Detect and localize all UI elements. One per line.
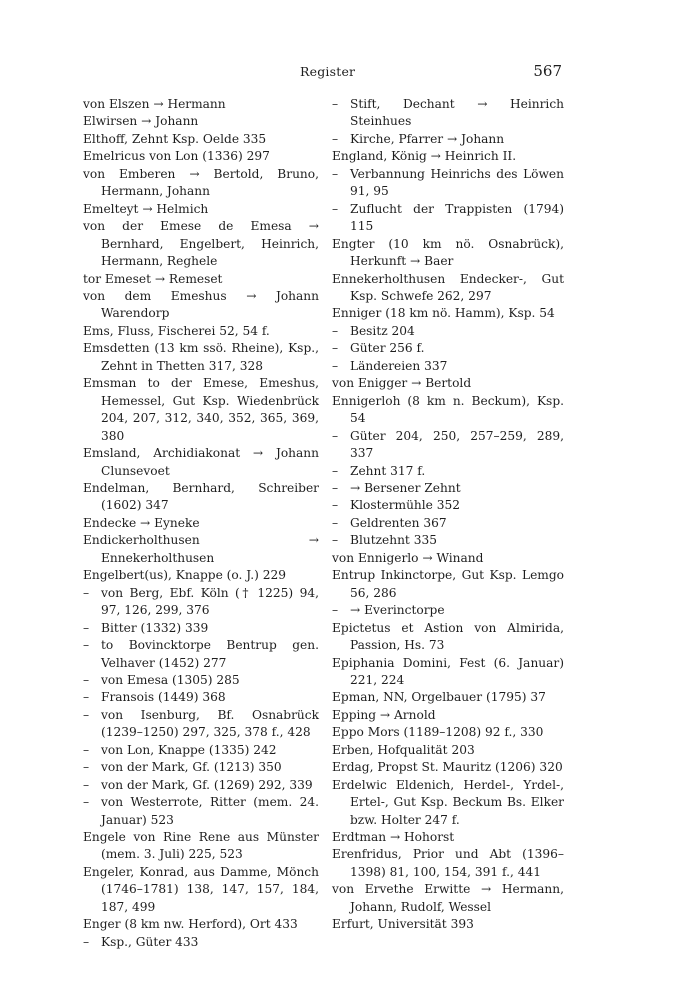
index-subentry (332, 323, 564, 340)
entry-text: von Ennigerlo → Winand (332, 550, 484, 565)
subentry-dash: – (332, 131, 339, 146)
index-entry (332, 829, 564, 846)
entry-text: Eppo Mors (1189–1208) 92 f., 330 (332, 725, 544, 740)
entry-text: Epictetus et Astion von Almirida, Passion, Hs. 73 (332, 620, 564, 653)
index-subentry (83, 637, 319, 672)
index-subentry (83, 585, 319, 620)
index-entry (332, 620, 564, 655)
entry-text: Emsman to der Emese, Emeshus, Hemessel, Gut Ksp. Wiedenbrück 204, 207, 312, 340, 352, 365, 369, 380 (83, 376, 319, 443)
index-entry (83, 113, 319, 130)
index-entry (83, 445, 319, 480)
subentry-dash: – (332, 323, 339, 338)
index-entry (332, 742, 564, 759)
index-subentry (332, 602, 564, 619)
subentry-dash: – (332, 97, 339, 111)
subentry-dash: – (332, 603, 339, 618)
subentry-dash: – (83, 620, 90, 635)
entry-text: Erenfridus, Prior und Abt (1396–1398) 81, 100, 154, 391 f., 441 (332, 847, 564, 879)
index-entry (83, 375, 319, 445)
index-entry (83, 96, 319, 113)
index-subentry (332, 358, 564, 375)
subentry-dash: – (83, 777, 90, 792)
entry-text: → Everinctorpe (350, 603, 445, 618)
index-entry (83, 480, 319, 515)
entry-text: Kirche, Pfarrer → Johann (350, 131, 505, 146)
index-subentry (83, 672, 319, 689)
subentry-dash: – (332, 498, 339, 513)
entry-text: Zehnt 317 f. (350, 463, 426, 478)
index-subentry (83, 759, 319, 776)
index-entry (332, 777, 564, 829)
entry-text: Bitter (1332) 339 (101, 620, 209, 635)
index-subentry (332, 463, 564, 480)
subentry-dash: – (332, 515, 339, 530)
index-entry (83, 532, 319, 567)
entry-text: von Lon, Knappe (1335) 242 (101, 742, 277, 757)
entry-text: Fransois (1449) 368 (101, 690, 226, 705)
entry-text: Emelricus von Lon (1336) 297 (83, 149, 270, 164)
entry-text: Emelteyt → Helmich (83, 201, 209, 216)
subentry-dash: – (332, 166, 339, 181)
entry-text: England, König → Heinrich II. (332, 149, 517, 164)
index-entry (332, 236, 564, 271)
index-entry (332, 148, 564, 165)
entry-text: Besitz 204 (350, 323, 415, 338)
entry-text: Endickerholthusen → Ennekerholthusen (83, 533, 319, 565)
entry-text: von Isenburg, Bf. Osnabrück (1239–1250) 297, 325, 378 f., 428 (101, 707, 319, 740)
subentry-dash: – (83, 760, 90, 775)
index-entry (332, 393, 564, 428)
index-subentry (332, 166, 564, 201)
subentry-dash: – (83, 672, 90, 687)
index-entry (83, 166, 319, 201)
entry-text: von der Mark, Gf. (1269) 292, 339 (101, 777, 313, 792)
entry-text: to Bovincktorpe Bentrup gen. Velhaver (1452) 277 (101, 638, 319, 670)
entry-text: Elwirsen → Johann (83, 114, 199, 129)
entry-text: Ems, Fluss, Fischerei 52, 54 f. (83, 323, 270, 338)
entry-text: Endelman, Bernhard, Schreiber (1602) 347 (83, 480, 319, 513)
index-entry (332, 689, 564, 706)
subentry-dash: – (332, 463, 339, 478)
subentry-dash: – (83, 690, 90, 705)
index-entry (83, 515, 319, 532)
entry-text: Engele von Rine Rene aus Münster (mem. 3. Juli) 225, 523 (83, 830, 319, 862)
index-subentry (332, 201, 564, 236)
entry-text: Güter 204, 250, 257–259, 289, 337 (350, 428, 564, 461)
entry-text: Erfurt, Universität 393 (332, 917, 474, 932)
running-head (0, 64, 700, 86)
entry-text: Epman, NN, Orgelbauer (1795) 37 (332, 690, 546, 705)
subentry-dash: – (83, 638, 90, 653)
index-subentry (83, 777, 319, 794)
entry-text: von der Emese de Emesa → Bernhard, Engelbert, Heinrich, Hermann, Reghele (83, 219, 319, 269)
index-column-left (83, 96, 319, 951)
subentry-dash: – (83, 795, 90, 810)
subentry-dash: – (332, 480, 339, 495)
index-subentry (83, 934, 319, 951)
entry-text: tor Emeset → Remeset (83, 271, 223, 286)
page-number: 567 (533, 62, 562, 80)
entry-text: von Emberen → Bertold, Bruno, Hermann, Johann (83, 166, 319, 199)
index-subentry (83, 689, 319, 706)
entry-text: Emsland, Archidiakonat → Johann Clunsevoet (83, 446, 319, 478)
index-subentry (83, 742, 319, 759)
entry-text: Verbannung Heinrichs des Löwen 91, 95 (350, 166, 564, 199)
entry-text: Ennekerholthusen Endecker-, Gut Ksp. Schwefe 262, 297 (332, 271, 564, 303)
entry-text: Endecke → Eyneke (83, 515, 200, 530)
entry-text: von Ervethe Erwitte → Hermann, Johann, Rudolf, Wessel (332, 882, 564, 914)
entry-text: Engter (10 km nö. Osnabrück), Herkunft → Baer (332, 236, 564, 269)
subentry-dash: – (332, 358, 339, 373)
entry-text: Ennigerloh (8 km n. Beckum), Ksp. 54 (332, 393, 564, 426)
index-subentry (332, 340, 564, 357)
index-entry (83, 148, 319, 165)
index-entry (83, 340, 319, 375)
entry-text: Engelbert(us), Knappe (o. J.) 229 (83, 568, 286, 583)
index-entry (83, 288, 319, 323)
subentry-dash: – (83, 934, 90, 949)
entry-text: Ländereien 337 (350, 358, 448, 373)
index-entry (332, 655, 564, 690)
entry-text: Klostermühle 352 (350, 498, 461, 513)
entry-text: Entrup Inkinctorpe, Gut Ksp. Lemgo 56, 286 (332, 568, 564, 600)
entry-text: Güter 256 f. (350, 341, 425, 356)
index-entry (332, 567, 564, 602)
entry-text: Engeler, Konrad, aus Damme, Mönch (1746–1781) 138, 147, 157, 184, 187, 499 (83, 864, 319, 914)
entry-text: Enniger (18 km nö. Hamm), Ksp. 54 (332, 306, 555, 321)
entry-text: Geldrenten 367 (350, 515, 447, 530)
entry-text: Emsdetten (13 km ssö. Rheine), Ksp., Zehnt in Thetten 317, 328 (83, 341, 319, 373)
index-entry (332, 846, 564, 881)
index-entry (332, 759, 564, 776)
entry-text: Elthoff, Zehnt Ksp. Oelde 335 (83, 131, 267, 146)
index-entry (83, 864, 319, 916)
index-entry (332, 707, 564, 724)
index-entry (332, 271, 564, 306)
index-subentry (83, 794, 319, 829)
index-entry (332, 916, 564, 933)
entry-text: von Berg, Ebf. Köln († 1225) 94, 97, 126, 299, 376 (101, 585, 319, 618)
entry-text: von Westerrote, Ritter (mem. 24. Januar) 523 (101, 795, 319, 827)
index-subentry (332, 96, 564, 131)
subentry-dash: – (332, 201, 339, 216)
entry-text: Ksp., Güter 433 (101, 934, 199, 949)
entry-text: von Elszen → Hermann (83, 97, 226, 111)
index-entry (83, 567, 319, 584)
index-subentry (332, 497, 564, 514)
index-entry (83, 916, 319, 933)
subentry-dash: – (83, 742, 90, 757)
subentry-dash: – (332, 341, 339, 356)
index-column-right (332, 96, 564, 934)
entry-text: von Emesa (1305) 285 (101, 672, 240, 687)
entry-text: von Enigger → Bertold (332, 376, 472, 391)
entry-text: Erben, Hofqualität 203 (332, 742, 475, 757)
entry-text: von dem Emeshus → Johann Warendorp (83, 288, 319, 321)
index-entry (332, 305, 564, 322)
index-entry (83, 201, 319, 218)
entry-text: Zuflucht der Trappisten (1794) 115 (350, 201, 564, 234)
entry-text: Enger (8 km nw. Herford), Ort 433 (83, 917, 298, 932)
entry-text: Epping → Arnold (332, 707, 436, 722)
subentry-dash: – (332, 533, 339, 548)
index-subentry (332, 532, 564, 549)
index-entry (83, 323, 319, 340)
index-subentry (83, 707, 319, 742)
index-subentry (332, 515, 564, 532)
entry-text: Erdelwic Eldenich, Herdel-, Yrdel-, Ertel-, Gut Ksp. Beckum Bs. Elker bzw. Holter 247 f. (332, 777, 564, 827)
index-entry (83, 829, 319, 864)
entry-text: von der Mark, Gf. (1213) 350 (101, 760, 282, 775)
subentry-dash: – (83, 585, 90, 600)
subentry-dash: – (332, 428, 339, 443)
index-entry (83, 218, 319, 270)
entry-text: Blutzehnt 335 (350, 533, 437, 548)
running-title: Register (300, 64, 356, 79)
index-entry (332, 881, 564, 916)
index-entry (83, 131, 319, 148)
entry-text: Stift, Dechant → Heinrich Steinhues (350, 97, 564, 129)
index-entry (83, 271, 319, 288)
subentry-dash: – (83, 707, 90, 722)
index-subentry (332, 428, 564, 463)
index-entry (332, 724, 564, 741)
index-entry (332, 550, 564, 567)
entry-text: Erdtman → Hohorst (332, 830, 455, 845)
entry-text: Erdag, Propst St. Mauritz (1206) 320 (332, 760, 563, 775)
entry-text: → Bersener Zehnt (350, 480, 461, 495)
index-subentry (83, 620, 319, 637)
entry-text: Epiphania Domini, Fest (6. Januar) 221, 224 (332, 655, 564, 687)
index-subentry (332, 480, 564, 497)
index-subentry (332, 131, 564, 148)
index-entry (332, 375, 564, 392)
